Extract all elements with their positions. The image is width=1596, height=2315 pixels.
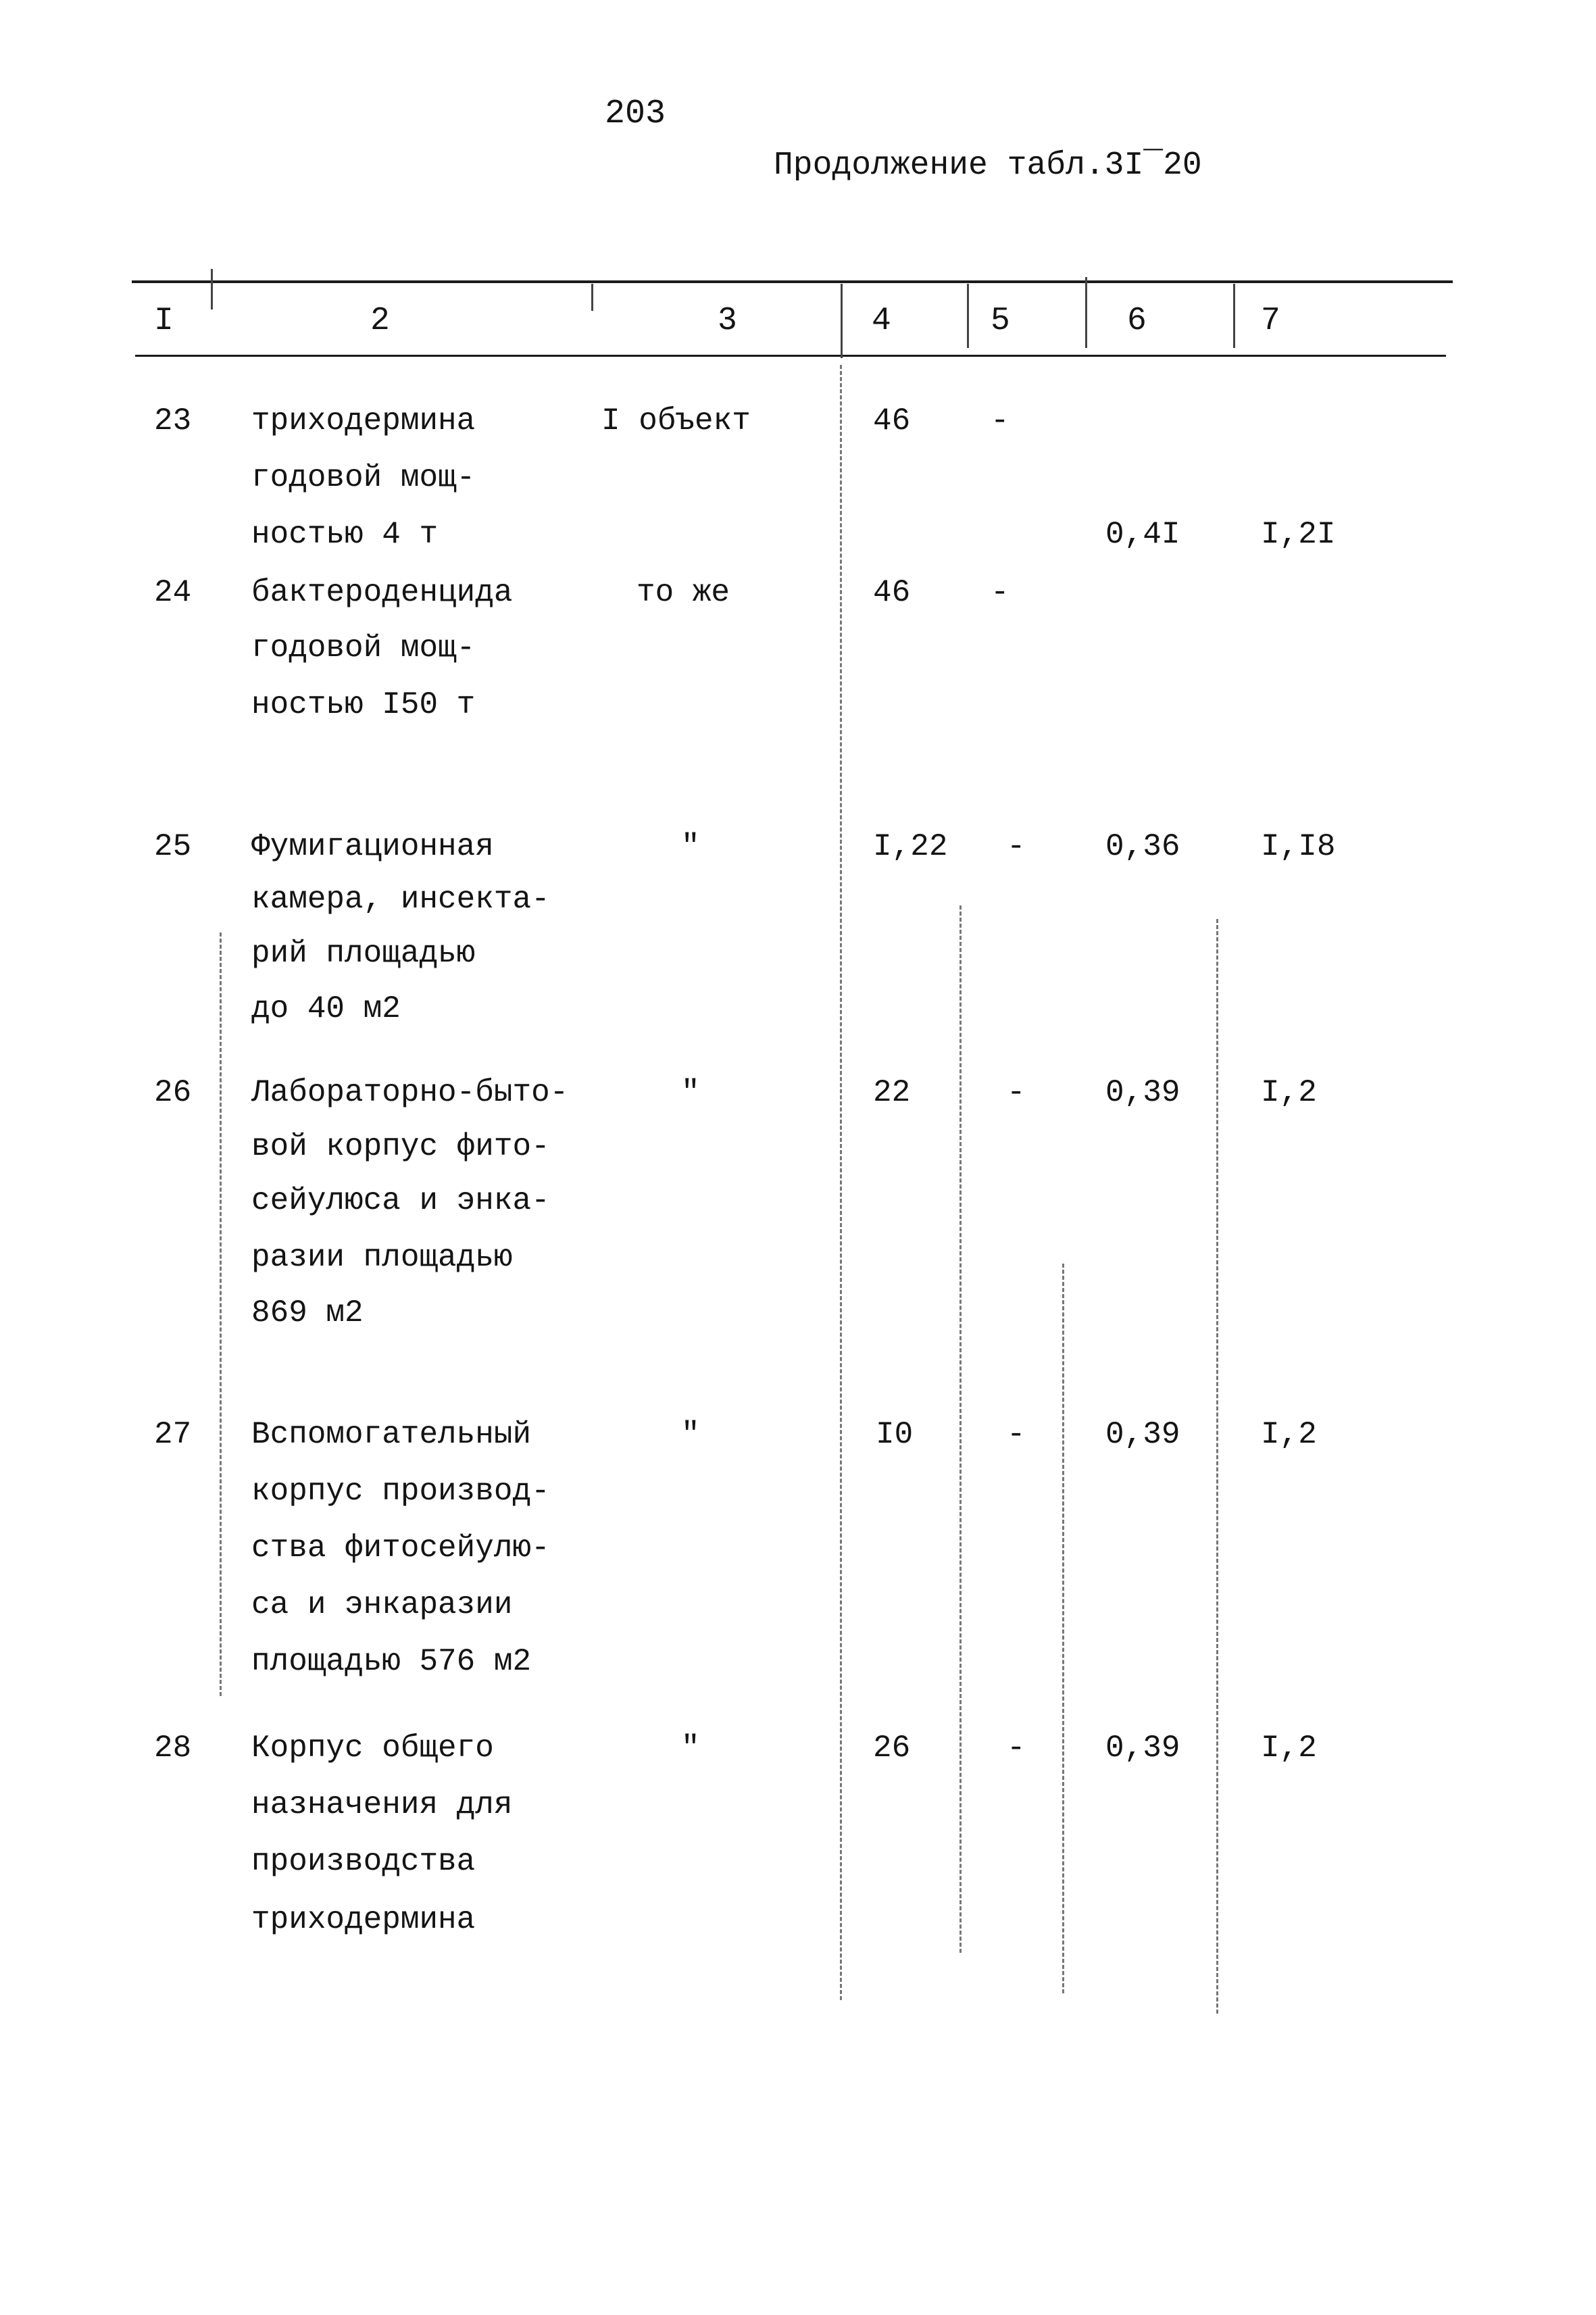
- header-separator: [1233, 284, 1235, 348]
- row-col6: 0,36: [1105, 829, 1180, 864]
- row-unit: ": [681, 1731, 700, 1766]
- column-guide: [1216, 919, 1218, 2014]
- row-col7: I,2: [1261, 1731, 1317, 1766]
- column-guide: [959, 905, 962, 1953]
- col-header-3: 3: [718, 303, 737, 339]
- row-col4: 22: [873, 1075, 911, 1110]
- row-col6: 0,39: [1105, 1075, 1180, 1110]
- row-name-line: триходермина: [251, 1902, 476, 1937]
- row-number: 26: [154, 1075, 192, 1110]
- page-number: 203: [605, 95, 666, 133]
- column-guide: [1062, 1264, 1064, 1993]
- row-col5: -: [991, 575, 1009, 610]
- row-name-line: Фумигационная: [251, 829, 494, 864]
- row-col6: 0,39: [1105, 1417, 1180, 1452]
- column-guide: [840, 365, 842, 2000]
- row-col5: -: [991, 403, 1009, 439]
- col-header-7: 7: [1261, 303, 1280, 339]
- row-name-line: ства фитосейулю-: [251, 1530, 550, 1566]
- row-name-line: са и энкаразии: [251, 1587, 513, 1622]
- row-unit: ": [681, 829, 700, 864]
- row-number: 27: [154, 1417, 192, 1452]
- col-header-5: 5: [991, 303, 1010, 339]
- row-name-line: до 40 м2: [251, 991, 401, 1026]
- row-name-line: рий площадью: [251, 936, 476, 971]
- row-col6: 0,4I: [1105, 517, 1180, 552]
- row-col4: I,22: [873, 829, 948, 864]
- row-col6: 0,39: [1105, 1731, 1180, 1766]
- row-col7: I,2: [1261, 1075, 1317, 1110]
- row-name-line: ностью I50 т: [251, 687, 476, 722]
- row-name-line: площадью 576 м2: [251, 1644, 532, 1679]
- row-number: 28: [154, 1731, 192, 1766]
- row-name-line: 869 м2: [251, 1295, 364, 1330]
- row-name-line: назначения для: [251, 1787, 513, 1822]
- row-col4: 46: [873, 575, 911, 610]
- header-separator: [591, 284, 593, 311]
- row-unit: I объект: [601, 403, 751, 439]
- col-header-2: 2: [370, 303, 390, 339]
- row-name-line: корпус производ-: [251, 1474, 550, 1509]
- row-unit: ": [681, 1417, 700, 1452]
- row-unit: ": [681, 1075, 700, 1110]
- header-separator: [1085, 277, 1087, 348]
- row-col4: I0: [876, 1417, 914, 1452]
- row-number: 24: [154, 575, 192, 610]
- row-col5: -: [1007, 1417, 1026, 1452]
- table-header-rule: [135, 355, 1446, 357]
- row-number: 23: [154, 403, 192, 439]
- column-guide: [220, 932, 222, 1696]
- row-col7: I,2I: [1261, 517, 1336, 552]
- header-separator: [967, 284, 969, 348]
- row-col4: 46: [873, 403, 911, 439]
- row-name-line: сейулюса и энка-: [251, 1183, 550, 1218]
- row-col5: -: [1007, 1731, 1026, 1766]
- row-unit: то же: [637, 575, 730, 610]
- table-continuation-title: Продолжение табл.3I‾20: [774, 147, 1202, 184]
- row-col7: I,2: [1261, 1417, 1317, 1452]
- row-name-line: вой корпус фито-: [251, 1129, 550, 1164]
- row-name-line: разии площадью: [251, 1240, 513, 1275]
- col-header-1: I: [154, 303, 174, 339]
- row-name-line: бактероденцида: [251, 575, 513, 610]
- row-name-line: Корпус общего: [251, 1731, 494, 1766]
- row-number: 25: [154, 829, 192, 864]
- col-header-4: 4: [872, 303, 891, 339]
- row-name-line: годовой мощ-: [251, 630, 476, 666]
- row-col5: -: [1007, 1075, 1026, 1110]
- header-separator: [841, 284, 843, 358]
- row-name-line: Лабораторно-быто-: [251, 1075, 569, 1110]
- row-col7: I,I8: [1261, 829, 1336, 864]
- row-col4: 26: [873, 1731, 911, 1766]
- header-separator: [211, 269, 213, 309]
- row-name-line: ностью 4 т: [251, 517, 439, 552]
- row-name-line: производства: [251, 1844, 476, 1879]
- row-name-line: триходермина: [251, 403, 476, 439]
- row-col5: -: [1007, 829, 1026, 864]
- table-top-rule: [132, 280, 1453, 283]
- row-name-line: годовой мощ-: [251, 460, 476, 495]
- col-header-6: 6: [1127, 303, 1147, 339]
- row-name-line: камера, инсекта-: [251, 882, 550, 917]
- row-name-line: Вспомогательный: [251, 1417, 532, 1452]
